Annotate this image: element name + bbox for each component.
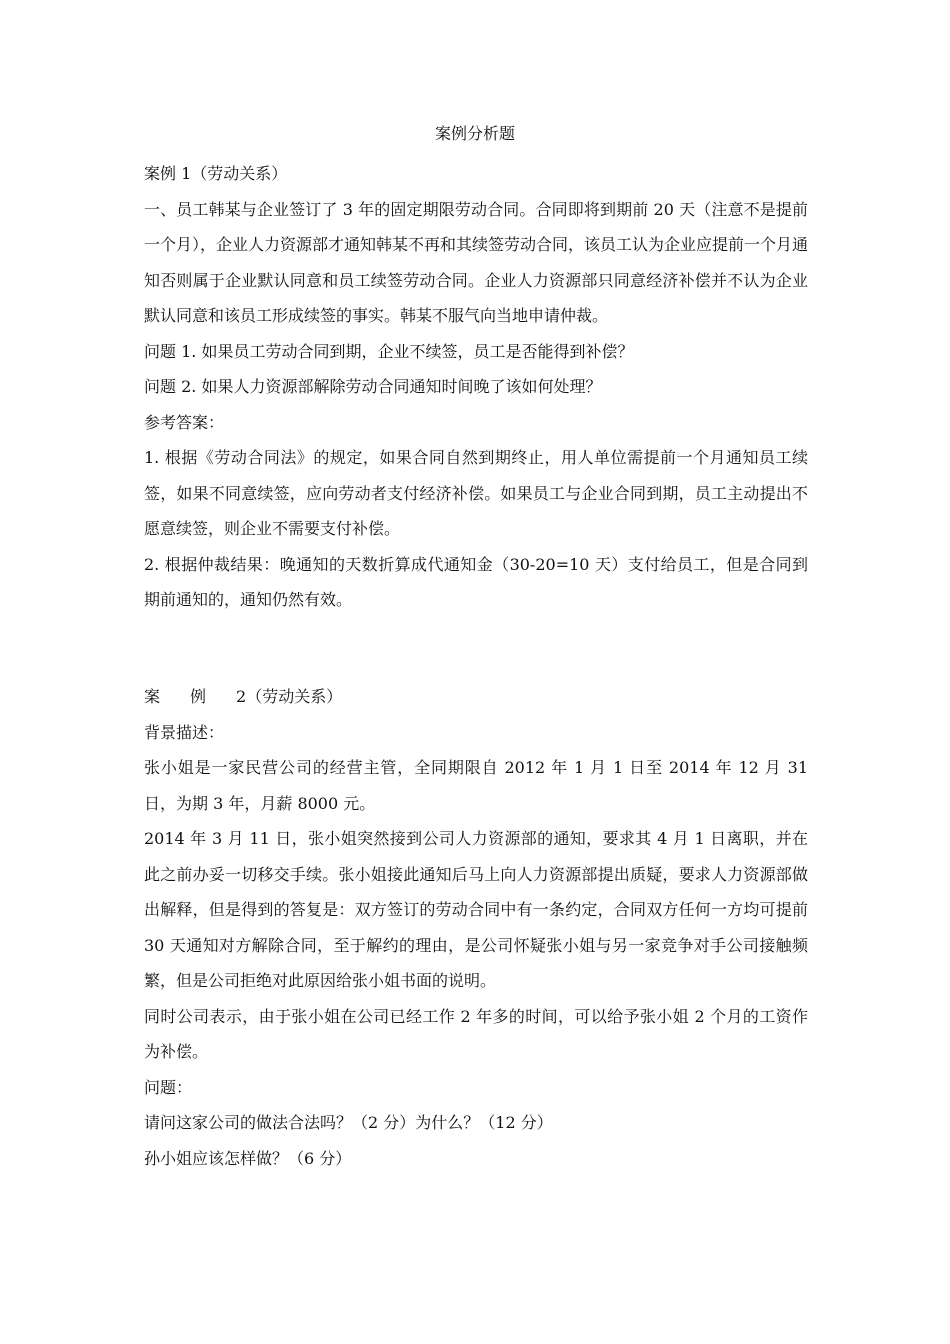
case2-question-label: 问题： bbox=[144, 1077, 193, 1097]
case2-question-1: 请问这家公司的做法合法吗？（2 分）为什么？（12 分） bbox=[144, 1113, 553, 1132]
document-title: 案例分析题 bbox=[434, 124, 515, 143]
case2-paragraph: 2014 年 3 月 11 日，张小姐突然接到公司人力资源部的通知，要求其 4 月 1 日离职，并在此之前办妥一切移交手续。张小姐接此通知后马上向人力资源部提出质疑，要求人力资源部做出解释，但是得到的答复是：双方签订的劳动合同中有一条约定，合同双方任何一方均可提前 30 天通知对方解除合同，至于解约的理由，是公司怀疑张小姐与另一家竞争对手公司接触频繁，但是公司拒绝对此原因给张小姐书面的说明。 bbox=[144, 829, 808, 990]
case2-section bbox=[144, 679, 808, 1176]
case1-question-2: 问题 2. 如果人力资源部解除劳动合同通知时间晚了该如何处理？ bbox=[144, 377, 602, 396]
case1-paragraph: 一、员工韩某与企业签订了 3 年的固定期限劳动合同。合同即将到期前 20 天（注意不是提前一个月），企业人力资源部才通知韩某不再和其续签劳动合同，该员工认为企业应提前一个月通知否则属于企业默认同意和员工续签劳动合同。企业人力资源部只同意经济补偿并不认为企业默认同意和该员工形成续签的事实。韩某不服气向当地申请仲裁。 bbox=[144, 199, 809, 325]
case1-answer-2: 2. 根据仲裁结果：晚通知的天数折算成代通知金（30-20=10 天）支付给员工，但是合同到期前通知的，通知仍然有效。 bbox=[144, 554, 808, 609]
case2-question-2: 孙小姐应该怎样做？（6 分） bbox=[144, 1148, 352, 1168]
case2-heading-rest: 2（劳动关系） bbox=[236, 687, 343, 706]
case1-question-1: 问题 1. 如果员工劳动合同到期，企业不续签，员工是否能得到补偿？ bbox=[144, 341, 634, 361]
case2-heading-char-1: 案 bbox=[144, 687, 161, 706]
case2-background-label: 背景描述： bbox=[144, 722, 225, 742]
case2-paragraph: 张小姐是一家民营公司的经营主管，全同期限自 2012 年 1 月 1 日至 2014 年 12 月 31 日，为期 3 年，月薪 8000 元。 bbox=[144, 758, 808, 813]
case1-answer-1: 1. 根据《劳动合同法》的规定，如果合同自然到期终止，用人单位需提前一个月通知员工续签，如果不同意续签，应向劳动者支付经济补偿。如果员工与企业合同到期，员工主动提出不愿意续签，则企业不需要支付补偿。 bbox=[144, 448, 808, 538]
case2-heading bbox=[144, 679, 808, 715]
case1-answer-heading: 参考答案： bbox=[144, 412, 225, 432]
case2-paragraph: 同时公司表示，由于张小姐在公司已经工作 2 年多的时间，可以给予张小姐 2 个月的工资作为补偿。 bbox=[144, 1006, 808, 1061]
case1-section bbox=[144, 156, 808, 618]
case1-heading: 案例 1（劳动关系） bbox=[144, 164, 288, 183]
case2-heading-char-2: 例 bbox=[190, 687, 207, 706]
